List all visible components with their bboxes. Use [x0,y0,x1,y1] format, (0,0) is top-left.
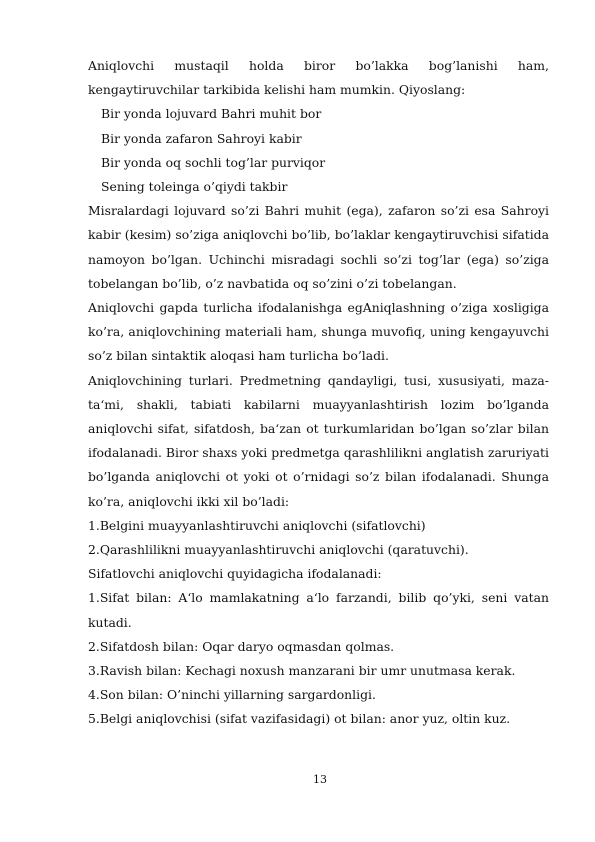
verse-line: Bir yonda lojuvard Bahri muhit bor [101,106,322,122]
example-item: 2.Sifatdosh bilan: Oqar daryo oqmasdan qolmas. [88,638,395,654]
sifat-intro-line: Sifatlovchi aniqlovchi quyidagicha ifodalanadi: [88,566,382,582]
example-item: 3.Ravish bilan: Kechagi noxush manzarani bir umr unutmasa kerak. [88,663,516,679]
verse-line: Bir yonda zafaron Sahroyi kabir [101,130,302,146]
verse-line: Sening toleinga o’qiydi takbir [101,179,288,195]
type-item: 2.Qarashlilikni muayyanlashtiruvchi aniqlovchi (qaratuvchi). [88,542,469,558]
verse-line: Bir yonda oq sochli tog’lar purviqor [101,154,326,170]
example-item: 5.Belgi aniqlovchisi (sifat vazifasidagi) ot bilan: anor yuz, oltin kuz. [88,711,511,727]
page-number: 13 [313,773,327,786]
type-item: 1.Belgini muayyanlashtiruvchi aniqlovchi (sifatlovchi) [88,517,426,533]
page-body [88,54,549,732]
types-intro-paragraph: Aniqlovchining turlari. Predmetning qandayligi, tusi, xususiyati, maza-ta‘mi, shakli, tabiati kabilarni muayyanlashtirish lozim bo’lganda aniqlovchi sifat, sifatdosh, ba‘zan ot turkumlaridan bo’lgan so’zlar bilan ifodalanadi. Biror shaxs yoki predmetga qarashlilikni anglatish zaruriyati bo’lganda aniqlovchi ot yoki ot o’rnidagi so’z bilan ifodalanadi. Shunga ko’ra, aniqlovchi ikki xil bo’ladi: [88,372,549,509]
intro-paragraph: Aniqlovchi mustaqil holda biror bo’lakka bog’lanishi ham, kengaytiruvchilar tarkibida kelishi ham mumkin. Qiyoslang: [88,58,549,98]
example-item: 4.Son bilan: O’ninchi yillarning sargardonligi. [88,687,376,703]
explanation-paragraph: Misralardagi lojuvard so’zi Bahri muhit (ega), zafaron so’zi esa Sahroyi kabir (kesim) so’ziga aniqlovchi bo’lib, bo’laklar kengaytiruvchisi sifatida namoyon bo’lgan. Uchinchi misradagi sochli so’zi tog’lar (ega) so’ziga tobelangan bo’lib, o’z navbatida oq so’zini o’zi tobelangan. [88,203,549,291]
expression-paragraph: Aniqlovchi gapda turlicha ifodalanishga egAniqlashning o’ziga xosligiga ko’ra, aniqlovchining materiali ham, shunga muvofiq, uning kengayuvchi so’z bilan sintaktik aloqasi ham turlicha bo’ladi. [88,300,549,364]
example-item: 1.Sifat bilan: A‘lo mamlakatning a‘lo farzandi, bilib qo’yki, seni vatan kutadi. [88,590,549,630]
